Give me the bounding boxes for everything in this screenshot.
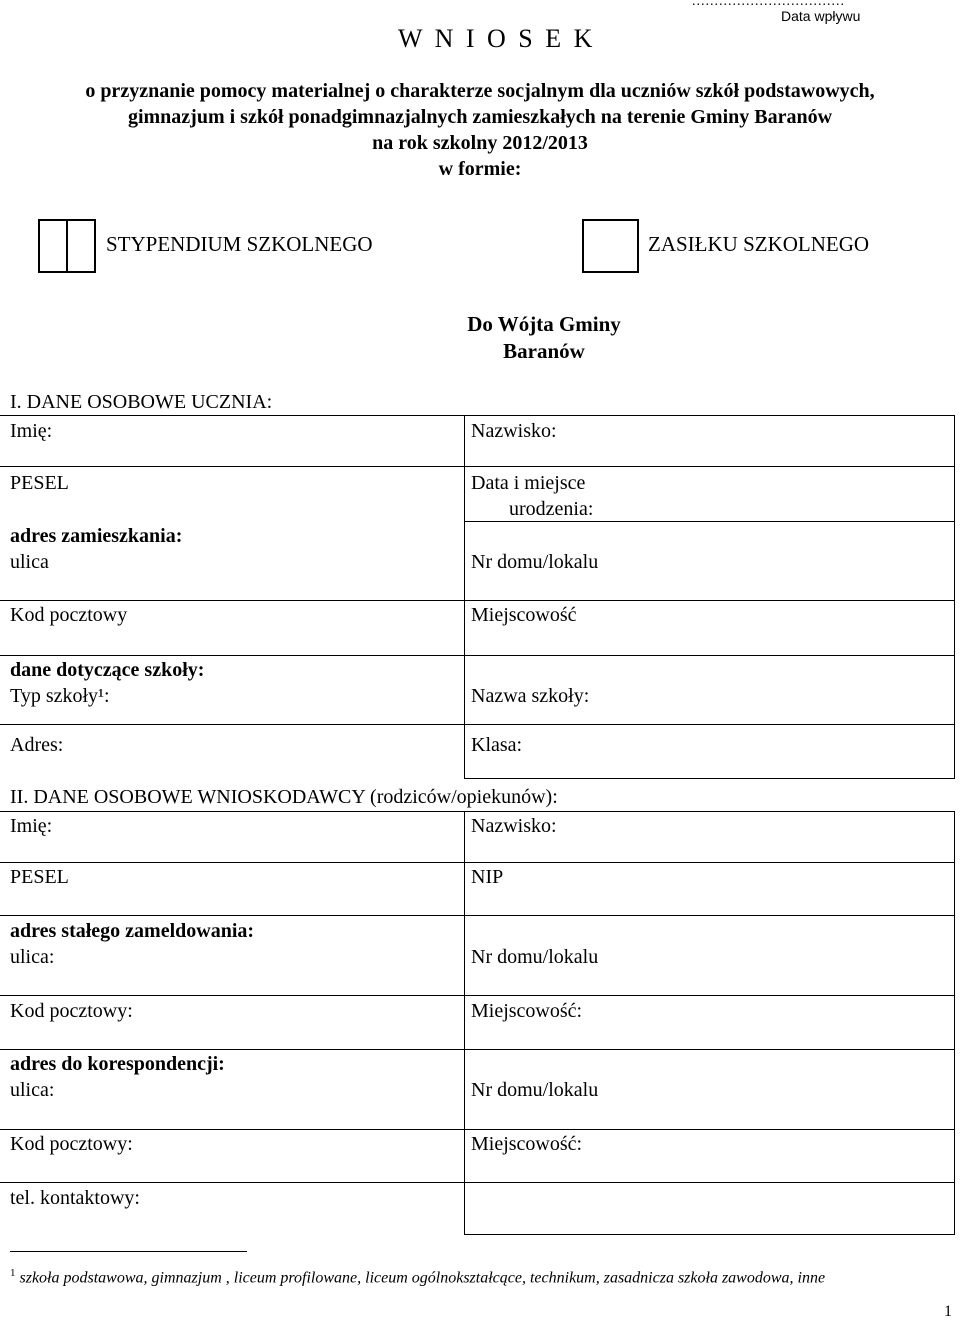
subtitle-line-4: w formie:	[438, 158, 522, 180]
student-birth-field-line-2: urodzenia:	[509, 498, 594, 520]
applicant-first-name-field[interactable]: Imię:	[10, 815, 53, 837]
correspondence-address-heading: adres do korespondencji:	[10, 1053, 225, 1075]
school-address-field[interactable]: Adres:	[10, 734, 64, 756]
table2-right-border	[954, 811, 955, 1235]
table2-bottom-border	[464, 1234, 955, 1235]
addressee-line-2: Baranów	[503, 339, 585, 363]
subtitle-line-2: gimnazjum i szkół ponadgimnazjalnych zamieszkałych na terenie Gminy Baranów	[127, 106, 833, 128]
applicant-pesel-field[interactable]: PESEL	[10, 866, 69, 888]
student-street-field[interactable]: ulica	[10, 551, 49, 573]
school-name-field[interactable]: Nazwa szkoły:	[471, 685, 590, 707]
addressee-line-1: Do Wójta Gminy	[467, 312, 621, 336]
subtitle-line-1: o przyznanie pomocy materialnej o charakterze socjalnym dla uczniów szkół podstawowych,	[85, 80, 875, 102]
table-row-line	[0, 466, 955, 467]
permanent-street-field[interactable]: ulica:	[10, 946, 55, 968]
permanent-house-number-field[interactable]: Nr domu/lokalu	[471, 946, 599, 968]
receipt-date-dotted-line: ..................................	[692, 0, 845, 9]
table-row-line	[0, 1182, 955, 1183]
table-row-line	[0, 1049, 955, 1050]
correspondence-house-number-field[interactable]: Nr domu/lokalu	[471, 1079, 599, 1101]
table-row-line	[0, 862, 955, 863]
document-title: W N I O S E K	[398, 24, 596, 53]
table-row-line	[464, 521, 955, 522]
student-postal-code-field[interactable]: Kod pocztowy	[10, 604, 128, 626]
school-data-heading: dane dotyczące szkoły:	[10, 659, 205, 681]
scholarship-option-label: STYPENDIUM SZKOLNEGO	[106, 232, 373, 256]
allowance-checkbox[interactable]	[582, 219, 639, 273]
table-row-line	[0, 1129, 955, 1130]
subtitle-line-3: na rok szkolny 2012/2013	[372, 132, 588, 154]
student-birth-field[interactable]: Data i miejsce	[471, 472, 586, 494]
student-first-name-field[interactable]: Imię:	[10, 420, 53, 442]
correspondence-town-field[interactable]: Miejscowość:	[471, 1133, 583, 1155]
student-house-number-field[interactable]: Nr domu/lokalu	[471, 551, 599, 573]
table-row-line	[0, 915, 955, 916]
student-town-field[interactable]: Miejscowość	[471, 604, 577, 626]
scholarship-checkbox[interactable]	[38, 219, 96, 273]
footnote-text: szkoła podstawowa, gimnazjum , liceum profilowane, liceum ogólnokształcące, technikum, zasadnicza szkoła zawodowa, inne	[19, 1269, 826, 1287]
allowance-option-label: ZASIŁKU SZKOLNEGO	[648, 232, 870, 256]
checkbox-divider	[66, 221, 68, 271]
student-address-heading: adres zamieszkania:	[10, 525, 183, 547]
correspondence-postal-code-field[interactable]: Kod pocztowy:	[10, 1133, 133, 1155]
table-row-line	[0, 995, 955, 996]
table2-top-border	[0, 811, 955, 812]
table-row-line	[0, 655, 955, 656]
footnote-marker: 1	[10, 1267, 16, 1279]
school-type-field[interactable]: Typ szkoły¹:	[10, 685, 110, 707]
applicant-last-name-field[interactable]: Nazwisko:	[471, 815, 557, 837]
permanent-address-heading: adres stałego zameldowania:	[10, 920, 255, 942]
table-row-line	[0, 724, 955, 725]
contact-phone-field[interactable]: tel. kontaktowy:	[10, 1187, 140, 1209]
table1-top-border	[0, 415, 955, 416]
student-pesel-field[interactable]: PESEL	[10, 472, 69, 494]
footnote	[10, 1262, 950, 1289]
permanent-town-field[interactable]: Miejscowość:	[471, 1000, 583, 1022]
school-class-field[interactable]: Klasa:	[471, 734, 523, 756]
permanent-postal-code-field[interactable]: Kod pocztowy:	[10, 1000, 133, 1022]
table2-middle-divider	[464, 811, 465, 1235]
student-last-name-field[interactable]: Nazwisko:	[471, 420, 557, 442]
table-row-line	[464, 778, 955, 779]
table-row-line	[0, 600, 955, 601]
receipt-date-label: Data wpływu	[781, 8, 861, 24]
section-2-heading: II. DANE OSOBOWE WNIOSKODAWCY (rodziców/opiekunów):	[10, 786, 558, 808]
section-1-heading: I. DANE OSOBOWE UCZNIA:	[10, 391, 273, 413]
page-number: 1	[944, 1303, 952, 1320]
footnote-separator	[10, 1251, 247, 1252]
applicant-nip-field[interactable]: NIP	[471, 866, 504, 888]
correspondence-street-field[interactable]: ulica:	[10, 1079, 55, 1101]
